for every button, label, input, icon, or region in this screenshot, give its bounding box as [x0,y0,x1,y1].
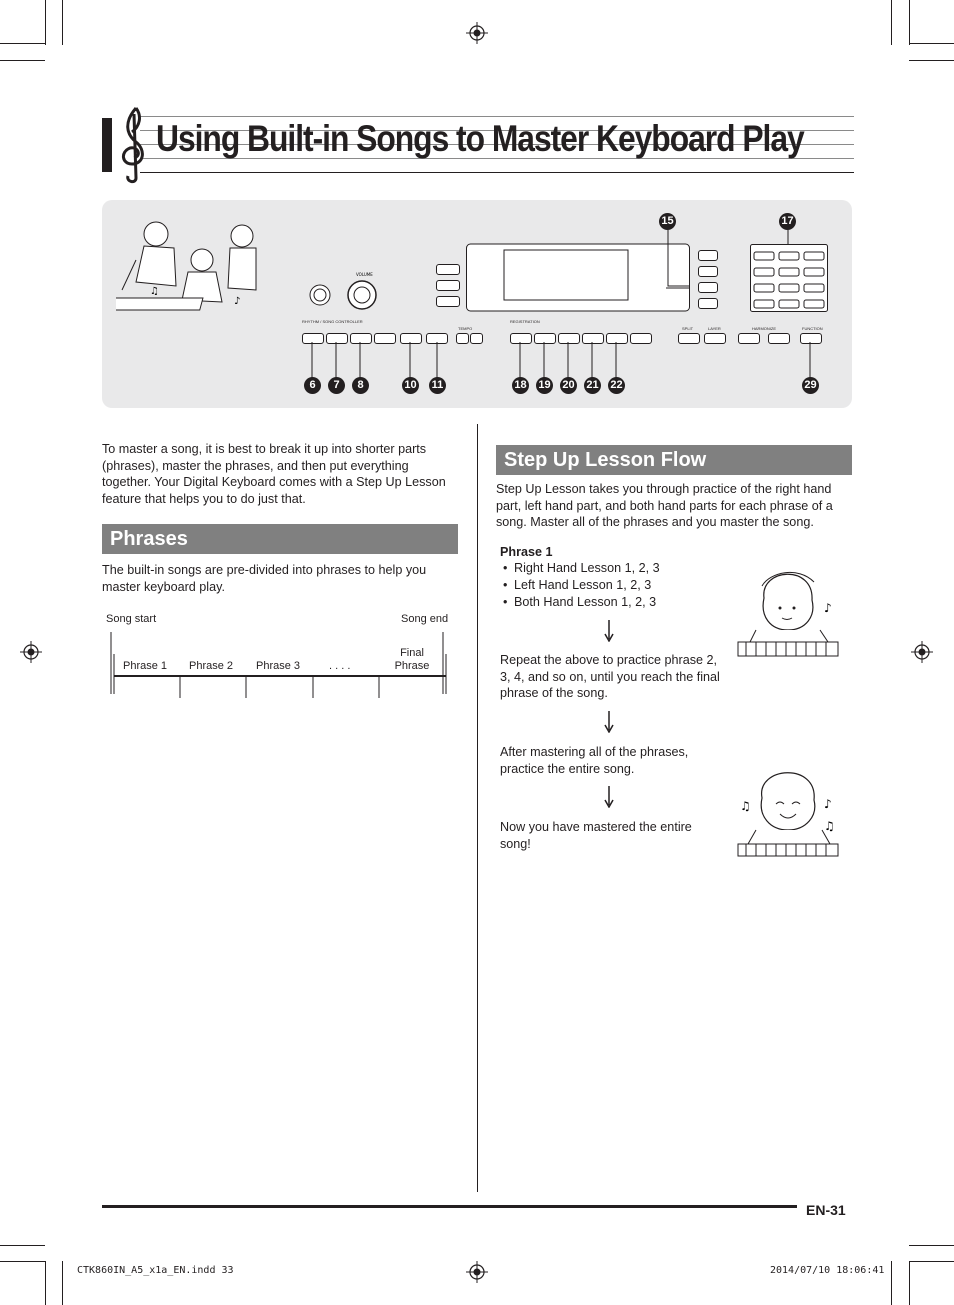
callout-number: 19 [536,377,553,394]
callout-number: 7 [328,377,345,394]
page-title: Using Built-in Songs to Master Keyboard Play [156,118,804,159]
crop-mark [909,1245,954,1246]
crop-mark [891,0,892,45]
step-up-intro: Step Up Lesson takes you through practice of the right hand part, left hand part, and both hand parts for each phrase of a song. Master all of the phrases and you master the song. [496,482,833,530]
page-number: EN-31 [806,1202,846,1218]
crop-mark [909,60,954,61]
callout-number: 22 [608,377,625,394]
phrase-cell: . . . . [329,660,351,672]
crop-mark [891,1261,892,1305]
footer-rule [102,1205,797,1208]
song-start-label: Song start [106,613,157,625]
registration-mark-icon [466,22,488,44]
svg-text:♪: ♪ [824,601,832,615]
print-slug-file: CTK860IN_A5_x1a_EN.indd 33 [77,1265,234,1276]
phrases-paragraph: The built-in songs are pre-divided into phrases to help you master keyboard play. [102,563,427,594]
title-staff-line [140,172,854,173]
phrase1-item: Both Hand Lesson 1, 2, 3 [514,595,657,609]
phrase1-item: Left Hand Lesson 1, 2, 3 [514,578,652,592]
crop-mark [62,0,63,45]
phrase1-title: Phrase 1 [500,545,553,559]
callout-number: 11 [429,377,446,394]
callout-number: 18 [512,377,529,394]
crop-mark [909,43,954,44]
panel-label: HARMONIZE [752,326,776,331]
callout-number: 8 [352,377,369,394]
title-staff-line [140,116,854,117]
callout-number: 20 [560,377,577,394]
registration-mark-icon [466,1261,488,1283]
step-repeat-text: Repeat the above to practice phrase 2, 3, 4, and so on, until you reach the final phrase of the song. [500,653,720,701]
crop-mark [45,0,46,45]
intro-paragraph: To master a song, it is best to break it up into shorter parts (phrases), master the phrases, and then put everything together. Your Digital Keyboard comes with a Step Up Lesson feature that helps you to do just that. [102,442,446,506]
phrase-cell-final: Final Phrase [394,647,430,672]
registration-mark-icon [20,641,42,663]
callout-number: 15 [659,213,676,230]
phrases-heading: Phrases [102,524,458,554]
phrase-cell: Phrase 3 [256,660,301,672]
title-accent-bar [102,118,112,172]
print-slug-date: 2014/07/10 18:06:41 [770,1265,885,1276]
panel-label: RHYTHM / SONG CONTROLLER [302,319,363,324]
child-happy-illustration [736,752,840,858]
child-practicing-illustration [736,556,840,660]
crop-mark [0,1245,45,1246]
callout-number: 6 [304,377,321,394]
panel-label: FUNCTION [802,326,823,331]
crop-mark [909,1261,910,1305]
crop-mark [909,1261,954,1262]
crop-mark [0,43,45,44]
treble-clef-icon [116,104,152,184]
crop-mark [45,1261,46,1305]
down-arrow-icon [602,711,616,733]
bullet-dot: • [503,595,508,609]
step-up-heading: Step Up Lesson Flow [496,445,852,475]
panel-label: LAYER [708,326,721,331]
svg-text:♫: ♫ [740,799,751,813]
down-arrow-icon [602,786,616,808]
registration-mark-icon [911,641,933,663]
phrase-cell: Phrase 2 [189,660,234,672]
panel-label: REGISTRATION [510,319,540,324]
phrase1-item: Right Hand Lesson 1, 2, 3 [514,561,660,575]
crop-mark [0,1261,45,1262]
crop-mark [0,60,45,61]
bullet-dot: • [503,578,508,592]
callout-number: 29 [802,377,819,394]
crop-mark [909,0,910,45]
step-entire-song-text: After mastering all of the phrases, practice the entire song. [500,745,689,776]
song-end-label: Song end [401,613,449,625]
step-mastered-text: Now you have mastered the entire song! [500,820,692,851]
bullet-dot: • [503,561,508,575]
svg-text:♪: ♪ [234,296,241,307]
callout-leader-lines [102,200,852,408]
keyboard-panel-illustration [102,200,852,408]
svg-text:♫: ♫ [824,819,835,833]
column-divider [477,424,478,1192]
callout-number: 10 [402,377,419,394]
crop-mark [62,1261,63,1305]
phrase-cell: Phrase 1 [123,660,168,672]
panel-label: SPLIT [682,326,694,331]
callout-number: 21 [584,377,601,394]
callout-number: 17 [779,213,796,230]
svg-text:♪: ♪ [824,797,832,811]
down-arrow-icon [602,620,616,642]
svg-text:VOLUME: VOLUME [356,272,373,277]
svg-text:♫: ♫ [150,286,159,297]
panel-label: TEMPO [458,326,473,331]
